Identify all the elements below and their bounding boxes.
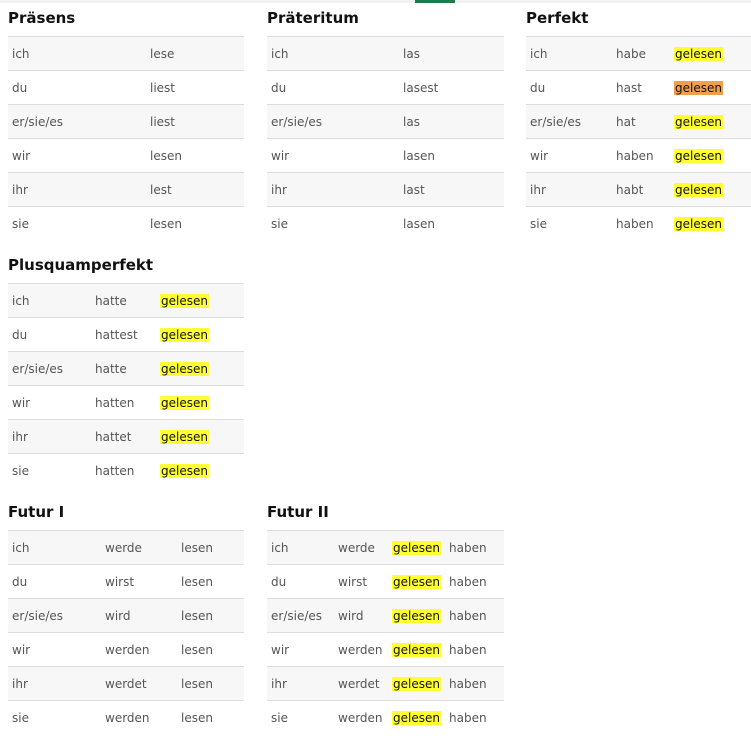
verb-form: lesen: [177, 633, 244, 667]
verb-form: lesen: [177, 531, 244, 565]
highlighted-participle: gelesen: [393, 608, 440, 623]
pronoun: wir: [8, 139, 146, 173]
auxiliary-verb: werden: [101, 633, 177, 667]
highlighted-participle: gelesen: [161, 293, 208, 308]
pronoun: er/sie/es: [8, 599, 101, 633]
table-row: [8, 105, 244, 139]
table-row: [8, 318, 244, 352]
auxiliary-verb: hatte: [91, 352, 156, 386]
table-row: [267, 565, 504, 599]
auxiliary-verb: wird: [334, 599, 388, 633]
pronoun: du: [8, 565, 101, 599]
pronoun: ich: [8, 37, 146, 71]
table-row: [267, 531, 504, 565]
auxiliary-verb: werde: [334, 531, 388, 565]
pronoun: wir: [8, 386, 91, 420]
highlighted-participle: gelesen: [675, 148, 722, 163]
verb-form: lesen: [177, 701, 244, 735]
pronoun: ich: [8, 531, 101, 565]
verb-form: last: [399, 173, 504, 207]
table-row: [267, 139, 504, 173]
pronoun: sie: [526, 207, 612, 241]
highlighted-participle: gelesen: [675, 46, 722, 61]
auxiliary-verb: hatten: [91, 386, 156, 420]
table-row: [267, 667, 504, 701]
auxiliary-verb: hat: [612, 105, 670, 139]
table-plusquamperfekt: [8, 247, 244, 487]
auxiliary-infinitive: haben: [445, 531, 504, 565]
table-praeteritum: [267, 0, 504, 240]
highlighted-participle: gelesen: [161, 429, 208, 444]
pronoun: er/sie/es: [526, 105, 612, 139]
verb-form: lasen: [399, 207, 504, 241]
table-row: [8, 667, 244, 701]
highlighted-participle: gelesen: [393, 574, 440, 589]
verb-form: liest: [146, 71, 244, 105]
section-title: Präsens: [8, 9, 76, 27]
table-row: [267, 701, 504, 735]
pronoun: er/sie/es: [8, 105, 146, 139]
highlighted-participle: gelesen: [675, 114, 722, 129]
verb-form: lese: [146, 37, 244, 71]
table-perfekt: [526, 0, 751, 240]
auxiliary-verb: werdet: [101, 667, 177, 701]
auxiliary-verb: hatte: [91, 284, 156, 318]
pronoun: du: [267, 565, 334, 599]
table-futur-2: [267, 494, 504, 734]
pronoun: ich: [267, 37, 399, 71]
table-row: [526, 207, 751, 241]
auxiliary-verb: habt: [612, 173, 670, 207]
table-row: [526, 37, 751, 71]
highlighted-participle: gelesen: [161, 361, 208, 376]
table-row: [8, 173, 244, 207]
table-row: [267, 37, 504, 71]
pronoun: sie: [8, 701, 101, 735]
pronoun: sie: [8, 207, 146, 241]
pronoun: er/sie/es: [8, 352, 91, 386]
auxiliary-verb: haben: [612, 207, 670, 241]
table-row: [8, 284, 244, 318]
auxiliary-verb: werden: [334, 701, 388, 735]
table-row: [526, 71, 751, 105]
highlighted-participle: gelesen: [675, 182, 722, 197]
auxiliary-verb: hattet: [91, 420, 156, 454]
verb-form: lesen: [146, 207, 244, 241]
table-row: [8, 71, 244, 105]
highlighted-participle: gelesen: [393, 642, 440, 657]
section-title: Präteritum: [267, 9, 359, 27]
pronoun: ihr: [526, 173, 612, 207]
pronoun: sie: [8, 454, 91, 488]
table-row: [267, 105, 504, 139]
section-title: Plusquamperfekt: [8, 256, 154, 274]
pronoun: wir: [526, 139, 612, 173]
table-row: [8, 420, 244, 454]
auxiliary-infinitive: haben: [445, 667, 504, 701]
section-title: Futur II: [267, 503, 329, 521]
pronoun: du: [267, 71, 399, 105]
auxiliary-verb: wird: [101, 599, 177, 633]
verb-form: lest: [146, 173, 244, 207]
verb-form: lesen: [146, 139, 244, 173]
highlighted-participle: gelesen: [161, 395, 208, 410]
table-row: [8, 531, 244, 565]
pronoun: ihr: [8, 173, 146, 207]
pronoun: sie: [267, 207, 399, 241]
auxiliary-verb: hast: [612, 71, 670, 105]
table-row: [8, 454, 244, 488]
table-row: [526, 139, 751, 173]
auxiliary-verb: werden: [334, 633, 388, 667]
auxiliary-verb: hattest: [91, 318, 156, 352]
highlighted-participle: gelesen: [393, 676, 440, 691]
table-row: [8, 37, 244, 71]
auxiliary-infinitive: haben: [445, 633, 504, 667]
pronoun: ihr: [267, 667, 334, 701]
section-title: Futur I: [8, 503, 65, 521]
auxiliary-infinitive: haben: [445, 701, 504, 735]
pronoun: er/sie/es: [267, 599, 334, 633]
pronoun: ich: [526, 37, 612, 71]
auxiliary-verb: hatten: [91, 454, 156, 488]
highlighted-participle: gelesen: [675, 216, 722, 231]
table-row: [267, 173, 504, 207]
auxiliary-verb: werden: [101, 701, 177, 735]
highlighted-participle: gelesen: [161, 327, 208, 342]
verb-form: lesen: [177, 599, 244, 633]
section-title: Perfekt: [526, 9, 589, 27]
table-row: [8, 599, 244, 633]
pronoun: sie: [267, 701, 334, 735]
verb-form: las: [399, 105, 504, 139]
auxiliary-infinitive: haben: [445, 599, 504, 633]
auxiliary-infinitive: haben: [445, 565, 504, 599]
verb-form: las: [399, 37, 504, 71]
table-row: [8, 565, 244, 599]
auxiliary-verb: haben: [612, 139, 670, 173]
table-row: [8, 352, 244, 386]
table-row: [526, 173, 751, 207]
table-praesens: [8, 0, 244, 240]
auxiliary-verb: habe: [612, 37, 670, 71]
auxiliary-verb: werdet: [334, 667, 388, 701]
pronoun: ich: [8, 284, 91, 318]
table-row: [267, 71, 504, 105]
table-row: [267, 207, 504, 241]
auxiliary-verb: wirst: [334, 565, 388, 599]
table-futur-1: [8, 494, 244, 734]
table-row: [267, 633, 504, 667]
pronoun: ihr: [8, 420, 91, 454]
pronoun: er/sie/es: [267, 105, 399, 139]
highlighted-participle-selected: gelesen: [675, 80, 722, 95]
pronoun: du: [8, 71, 146, 105]
table-row: [8, 207, 244, 241]
verb-form: lesen: [177, 667, 244, 701]
verb-form: liest: [146, 105, 244, 139]
pronoun: ihr: [267, 173, 399, 207]
table-row: [8, 701, 244, 735]
table-row: [8, 139, 244, 173]
pronoun: ich: [267, 531, 334, 565]
pronoun: wir: [267, 633, 334, 667]
auxiliary-verb: werde: [101, 531, 177, 565]
highlighted-participle: gelesen: [161, 463, 208, 478]
pronoun: ihr: [8, 667, 101, 701]
pronoun: du: [526, 71, 612, 105]
pronoun: du: [8, 318, 91, 352]
table-row: [8, 386, 244, 420]
verb-form: lesen: [177, 565, 244, 599]
pronoun: wir: [8, 633, 101, 667]
verb-form: lasest: [399, 71, 504, 105]
verb-form: lasen: [399, 139, 504, 173]
table-row: [267, 599, 504, 633]
table-row: [8, 633, 244, 667]
table-row: [526, 105, 751, 139]
highlighted-participle: gelesen: [393, 540, 440, 555]
highlighted-participle: gelesen: [393, 710, 440, 725]
pronoun: wir: [267, 139, 399, 173]
auxiliary-verb: wirst: [101, 565, 177, 599]
